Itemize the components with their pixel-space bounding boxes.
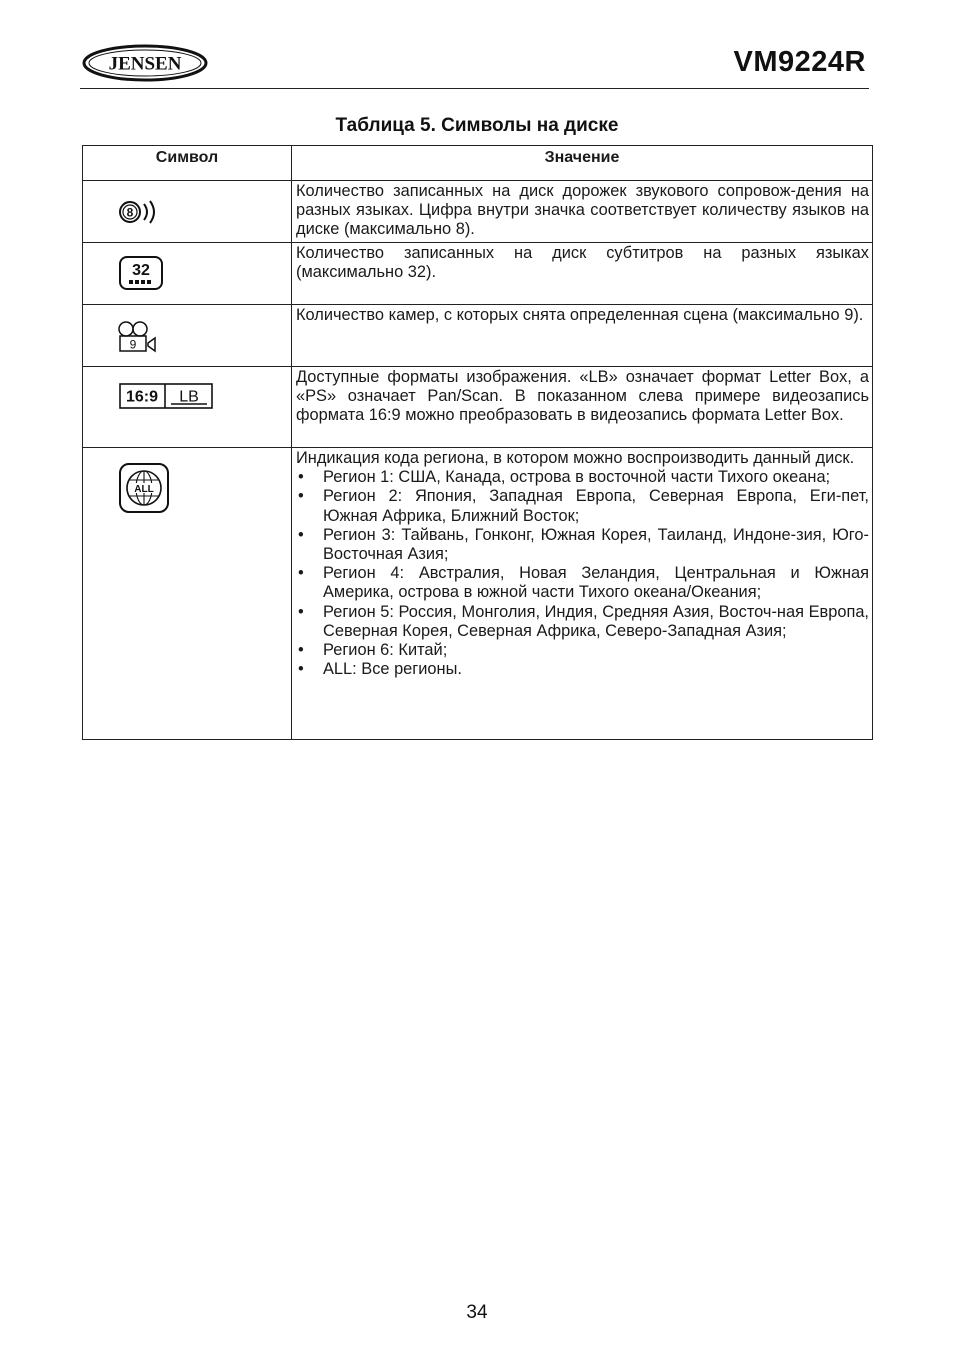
region-list	[296, 468, 869, 679]
table-row	[83, 448, 873, 740]
meaning-cell	[292, 448, 873, 740]
svg-text:32: 32	[132, 262, 150, 279]
model-title: VM9224R	[733, 46, 866, 78]
list-item: • Регион 1: США, Канада, острова в восточной части Тихого океана;	[296, 468, 869, 487]
table-row	[83, 243, 873, 305]
audio-language-icon	[117, 198, 165, 226]
jensen-logo	[82, 44, 208, 82]
logo-text: JENSEN	[108, 53, 182, 75]
svg-text:9: 9	[129, 337, 137, 352]
camera-angle-icon	[117, 320, 161, 354]
svg-text:ALL: ALL	[134, 484, 154, 495]
list-item: • ALL: Все регионы.	[296, 660, 869, 679]
region-globe-icon	[118, 462, 170, 514]
subtitle-icon	[118, 255, 164, 291]
aspect-ratio-icon	[119, 383, 213, 409]
list-item: • Регион 3: Тайвань, Гонконг, Южная Корея, Таиланд, Индоне-зия, Юго-Восточная Азия;	[296, 526, 869, 564]
list-item: • Регион 5: Россия, Монголия, Индия, Средняя Азия, Восточ-ная Европа, Северная Корея, Северная Африка, Северо-Западная Азия;	[296, 603, 869, 641]
table-row	[83, 367, 873, 448]
table-header-row	[83, 146, 873, 181]
meaning-cell: Количество записанных на диск дорожек звукового сопровож-дения на разных языках. Цифра внутри значка соответствует количеству языков на диске (максимально 8).	[292, 181, 873, 243]
symbol-cell	[83, 448, 292, 740]
table-row	[83, 305, 873, 367]
header-symbol: Символ	[83, 146, 292, 181]
svg-text:16:9: 16:9	[125, 388, 159, 406]
symbol-cell	[83, 243, 292, 305]
meaning-cell: Доступные форматы изображения. «LB» означает формат Letter Box, а «PS» означает Pan/Scan. В показанном слева примере видеозапись формата 16:9 можно преобразовать в видеозапись формата Letter Box.	[292, 367, 873, 448]
disc-symbols-table	[82, 145, 873, 740]
symbol-cell	[83, 181, 292, 243]
svg-text:LB: LB	[179, 388, 199, 406]
list-item: • Регион 6: Китай;	[296, 641, 869, 660]
list-item: • Регион 2: Япония, Западная Европа, Северная Европа, Еги-пет, Южная Африка, Ближний Восток;	[296, 487, 869, 525]
meaning-cell: Количество камер, с которых снята определенная сцена (максимально 9).	[292, 305, 873, 367]
symbol-cell	[83, 305, 292, 367]
svg-text:8: 8	[126, 205, 134, 220]
list-item: • Регион 4: Австралия, Новая Зеландия, Центральная и Южная Америка, острова в южной части Тихого океана/Океания;	[296, 564, 869, 602]
page-number: 34	[466, 1302, 488, 1323]
meaning-cell: Количество записанных на диск субтитров на разных языках (максимально 32).	[292, 243, 873, 305]
table-row	[83, 181, 873, 243]
table-caption: Таблица 5. Символы на диске	[335, 115, 619, 136]
symbol-cell	[83, 367, 292, 448]
header-rule	[80, 88, 869, 89]
header-meaning: Значение	[292, 146, 873, 181]
region-intro: Индикация кода региона, в котором можно воспроизводить данный диск.	[296, 449, 855, 467]
